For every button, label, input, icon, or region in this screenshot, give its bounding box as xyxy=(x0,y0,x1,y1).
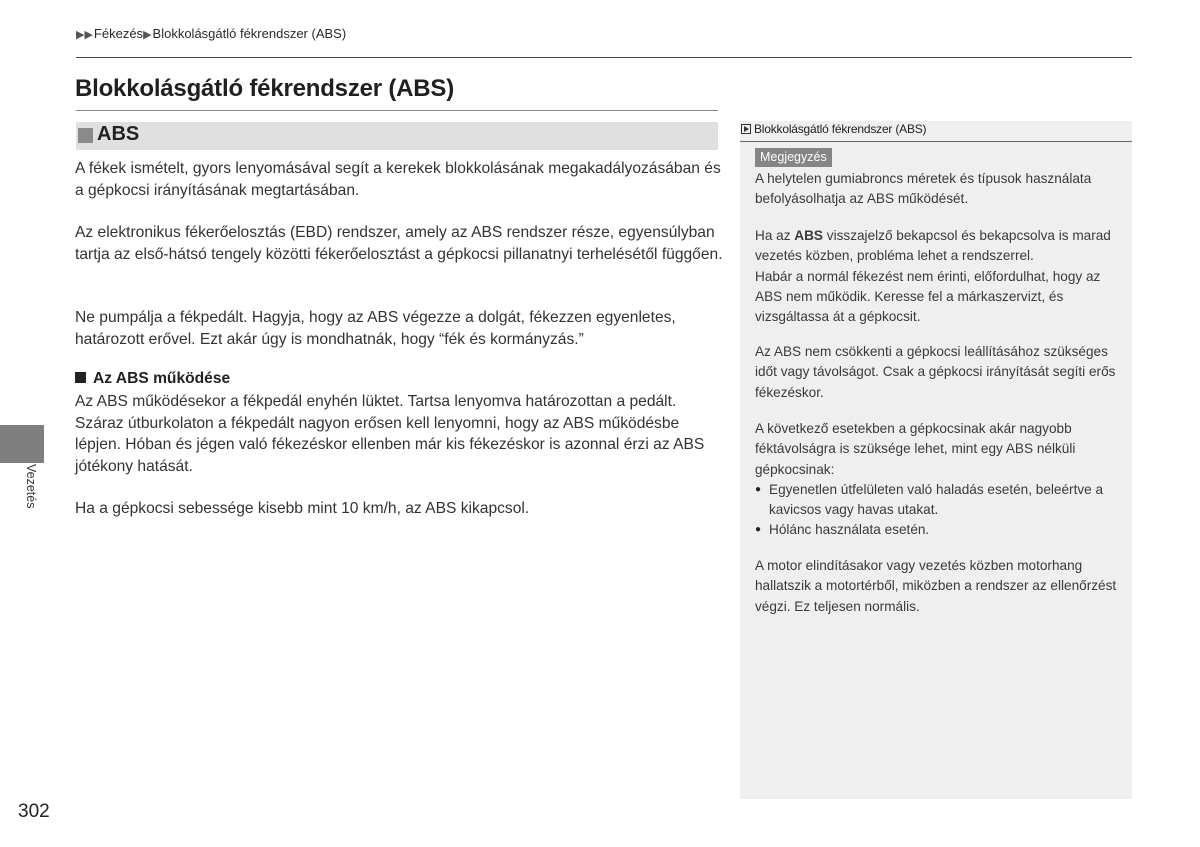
subsection-title: Az ABS működése xyxy=(93,370,231,387)
note-text: A helytelen gumiabroncs méretek és típusok használata befolyásolhatja az ABS működését. xyxy=(755,171,1092,207)
reference-arrow-icon xyxy=(741,124,751,134)
title-rule xyxy=(76,110,718,111)
square-bullet-icon xyxy=(75,372,86,383)
body-paragraph: Az elektronikus fékerőelosztás (EBD) rendszer, amely az ABS rendszer része, egyensúlyban tartja az első-hátsó tengely közötti fékerőelosztást a gépkocsi pillanatnyi terhelésétől függően. xyxy=(75,224,723,263)
breadcrumb-item-fekezes[interactable]: Fékezés xyxy=(93,26,144,41)
breadcrumb xyxy=(76,26,346,41)
note-text: Az ABS nem csökkenti a gépkocsi leállításához szükséges időt vagy távolságot. Csak a gépkocsi irányítását segíti erős fékezéskor. xyxy=(755,344,1116,400)
square-icon xyxy=(78,128,93,143)
chapter-tab[interactable] xyxy=(0,425,44,463)
arrow-right-icon: ▶▶ xyxy=(76,29,93,41)
breadcrumb-item-abs[interactable]: Blokkolásgátló fékrendszer (ABS) xyxy=(152,26,347,41)
abs-indicator-label: ABS xyxy=(794,228,823,243)
section-title: ABS xyxy=(97,123,140,145)
arrow-right-icon: ▶ xyxy=(143,29,152,41)
page-title: Blokkolásgátló fékrendszer (ABS) xyxy=(75,75,455,102)
body-paragraph: Az ABS működésekor a fékpedál enyhén lüktet. Tartsa lenyomva határozottan a pedált. Száraz útburkolaton a fékpedált nagyon erősen kell lenyomni, hogy az ABS működésbe lépjen. Hóban és jégen való fékezéskor ellenben már kis fékezéskor is azonnal érzi az ABS jótékony hatását. xyxy=(75,393,705,475)
body-paragraph: Ne pumpálja a fékpedált. Hagyja, hogy az ABS végezze a dolgát, fékezzen egyenletes, határozott erővel. Ezt akár úgy is mondhatnák, hogy “fék és kormányzás.” xyxy=(75,309,676,348)
body-paragraph: A fékek ismételt, gyors lenyomásával segít a kerekek blokkolásának megakadályozásában és a gépkocsi irányításának megtartásában. xyxy=(75,160,721,199)
note-badge: Megjegyzés xyxy=(755,148,832,167)
body-paragraph: Ha a gépkocsi sebessége kisebb mint 10 km/h, az ABS kikapcsol. xyxy=(75,500,530,517)
chapter-tab-label: Vezetés xyxy=(24,464,38,509)
list-item: ● Egyenetlen útfelületen való haladás esetén, beleértve a kavicsos vagy havas utakat. xyxy=(755,480,1117,521)
section-header-bar xyxy=(76,122,718,150)
header-rule xyxy=(76,57,1132,58)
note-text: Ha az ABS visszajelző bekapcsol és bekapcsolva is marad vezetés közben, probléma lehet a rendszerrel. Habár a normál fékezést nem érinti, előfordulhat, hogy az ABS nem működik. Keresse fel a márkaszervizt, és vizsgáltassa át a gépkocsit. xyxy=(755,228,1111,325)
page-number: 302 xyxy=(18,801,50,822)
note-panel-title: Blokkolásgátló fékrendszer (ABS) xyxy=(754,122,927,136)
note-text: A motor elindításakor vagy vezetés közben motorhang hallatszik a motortérből, miközben a rendszer az ellenőrzést végzi. Ez teljesen normális. xyxy=(755,558,1117,614)
note-text: A következő esetekben a gépkocsinak akár nagyobb féktávolságra is szüksége lehet, mint egy ABS nélküli gépkocsinak: ● Egyenetlen útfelületen való haladás esetén, beleértve a kavicsos vagy havas utakat. ● Hólánc használata esetén. xyxy=(755,419,1117,541)
list-item: ● Hólánc használata esetén. xyxy=(755,520,1117,540)
subsection-heading xyxy=(75,370,230,388)
